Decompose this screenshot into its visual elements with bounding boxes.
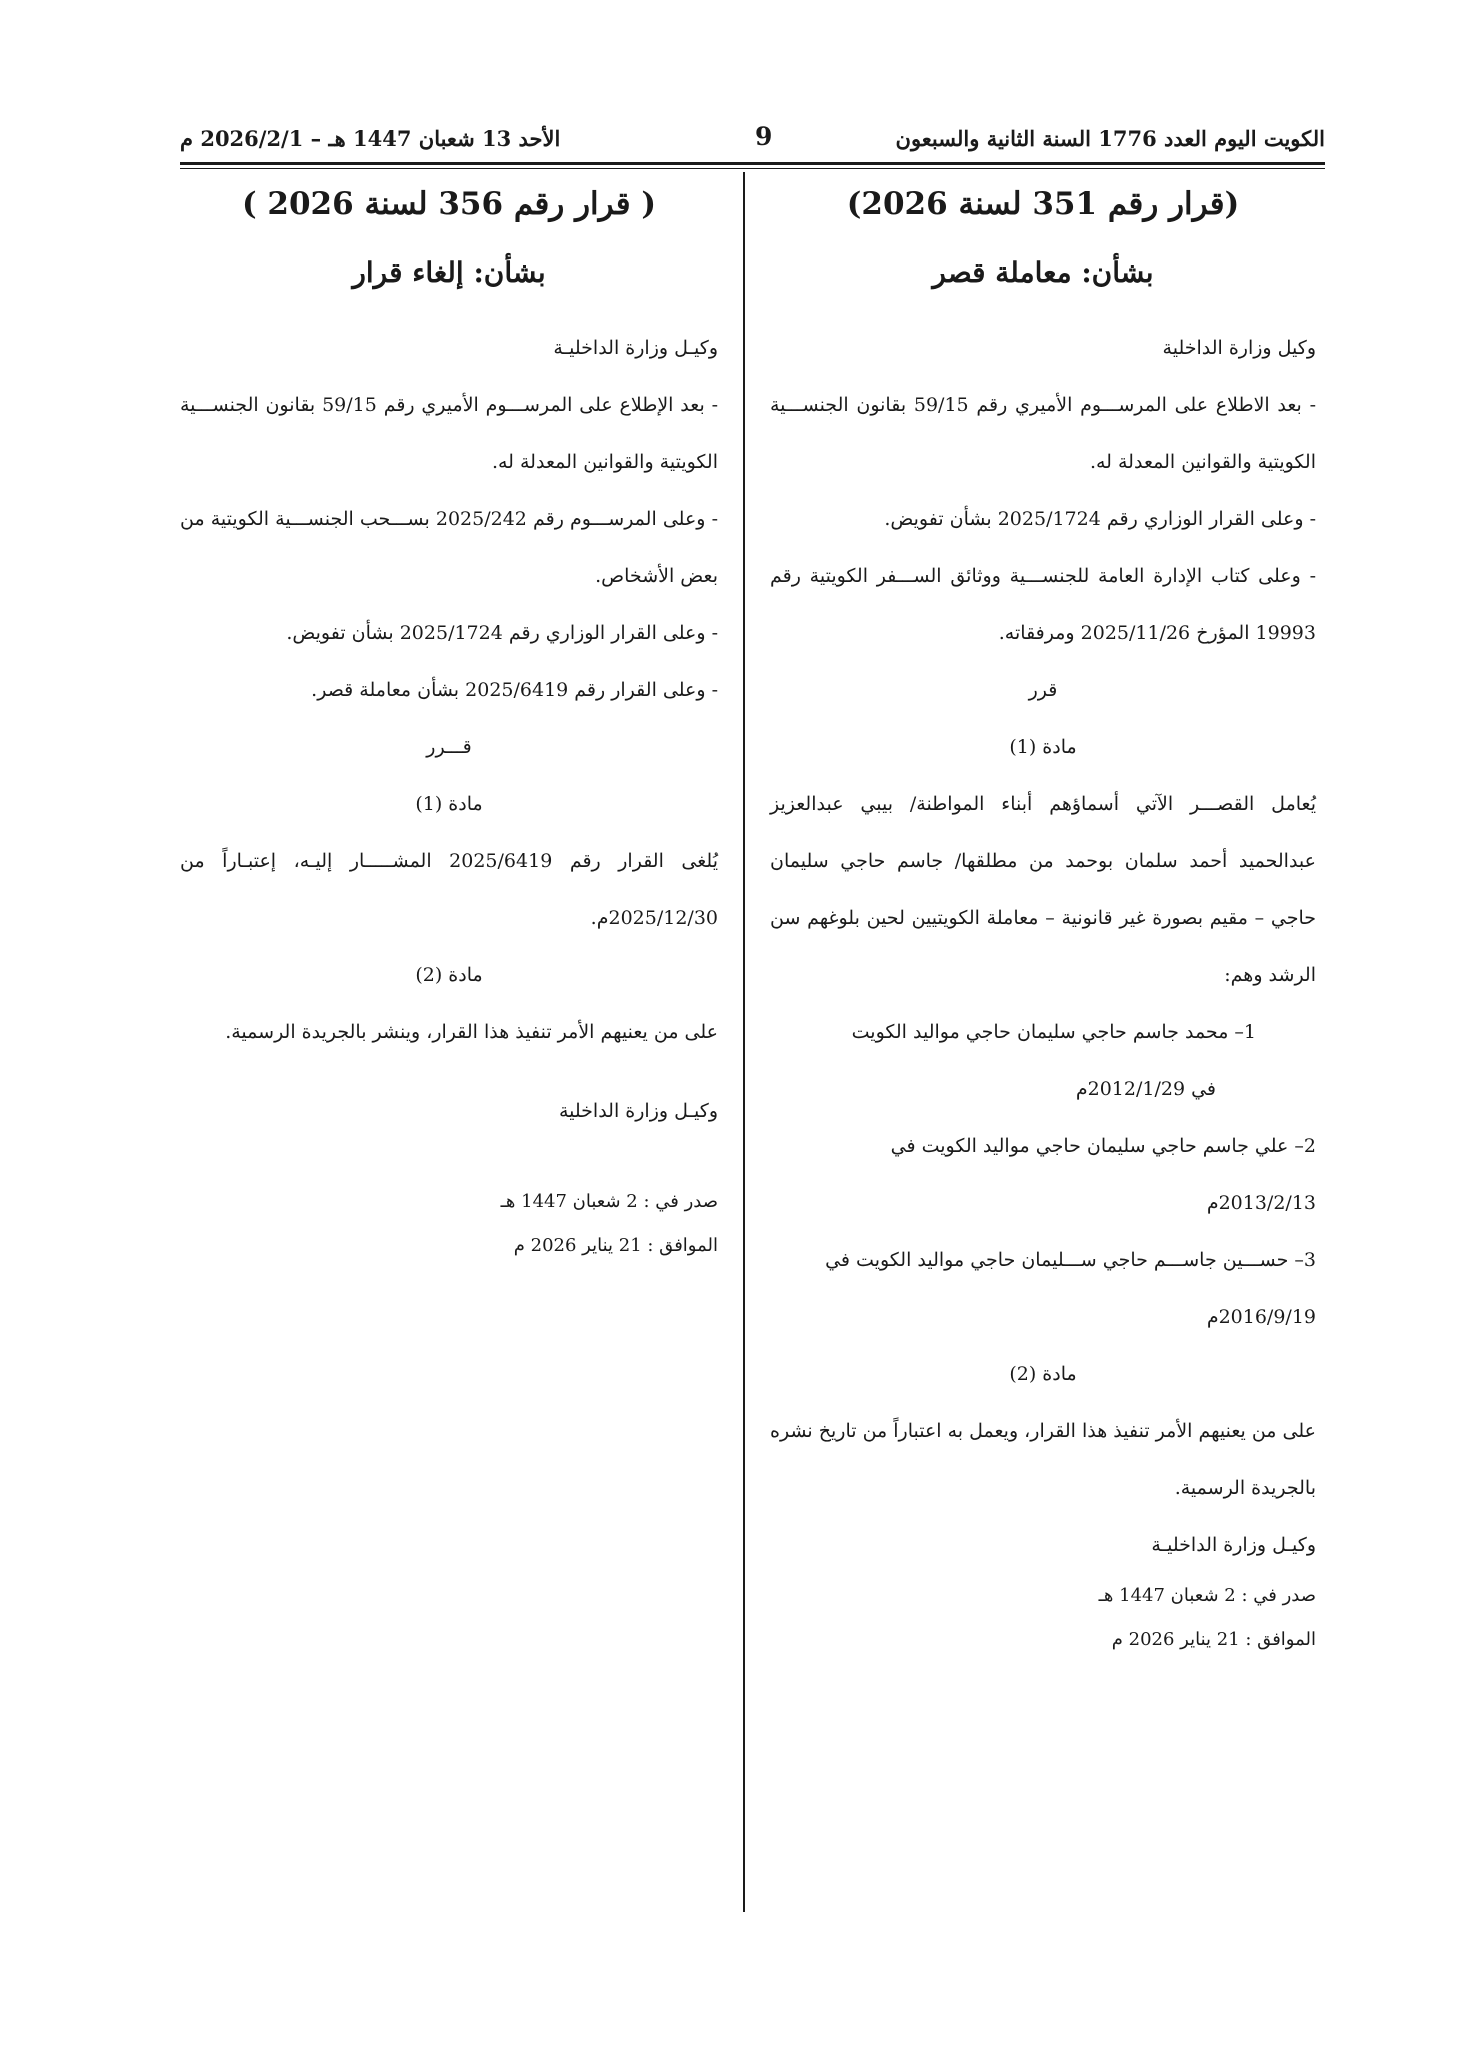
preamble-paragraph: - وعلى القرار رقم 2025/6419 بشأن معاملة قصر.	[311, 679, 718, 701]
header-rule-thick	[180, 162, 1325, 165]
article-heading: مادة (2)	[415, 964, 483, 986]
page-number: 9	[755, 122, 773, 151]
list-item: 2– علي جاسم حاجي سليمان حاجي مواليد الكويت في	[890, 1135, 1316, 1157]
article-text: على من يعنيهم الأمر تنفيذ هذا القرار، ويعمل به اعتباراً من تاريخ نشره بالجريدة الرسمية.	[770, 1420, 1316, 1499]
header-date: الأحد 13 شعبان 1447 هـ – 2026/2/1 م	[180, 126, 561, 151]
preamble-paragraph: - وعلى القرار الوزاري رقم 2025/1724 بشأن تفويض.	[884, 508, 1316, 530]
decision-351-column	[770, 180, 1316, 1662]
signature-line: وكيـل وزارة الداخلية	[558, 1100, 718, 1122]
issue-date-hijri: صدر في : 2 شعبان 1447 هـ	[500, 1191, 718, 1212]
preamble-paragraph: - وعلى القرار الوزاري رقم 2025/1724 بشأن تفويض.	[286, 622, 718, 644]
preamble-paragraph: - بعد الاطلاع على المرســـوم الأميري رقم 59/15 بقانون الجنســـية الكويتية والقوانين المعدلة له.	[770, 394, 1317, 473]
decided-heading: قـــرر	[426, 736, 472, 758]
column-divider	[743, 172, 745, 1912]
decision-title: (قرار رقم 351 لسنة 2026)	[846, 186, 1240, 222]
spacer	[180, 1140, 718, 1180]
decision-title: ( قرار رقم 356 لسنة 2026 )	[241, 186, 657, 222]
decision-356-column	[180, 180, 718, 1268]
article-heading: مادة (1)	[1009, 736, 1077, 758]
header-rule-thin	[180, 168, 1325, 169]
list-item-date: في 2012/1/29م	[1075, 1078, 1216, 1100]
decision-subject: بشأن: معاملة قصر	[932, 256, 1154, 289]
article-text: على من يعنيهم الأمر تنفيذ هذا القرار، وينشر بالجريدة الرسمية.	[225, 1021, 718, 1043]
issue-date-gregorian: الموافق : 21 يناير 2026 م	[1111, 1629, 1316, 1650]
decision-subject: بشأن: إلغاء قرار	[352, 256, 546, 289]
issue-date-hijri: صدر في : 2 شعبان 1447 هـ	[1098, 1585, 1316, 1606]
article-heading: مادة (2)	[1009, 1363, 1077, 1385]
header-publication-info: الكويت اليوم العدد 1776 السنة الثانية والسبعون	[895, 126, 1325, 151]
list-item: 1– محمد جاسم حاجي سليمان حاجي مواليد الكويت	[851, 1021, 1256, 1043]
issue-date-gregorian: الموافق : 21 يناير 2026 م	[513, 1235, 718, 1256]
list-item: 3– حســـين جاســـم حاجي ســـليمان حاجي مواليد الكويت في	[825, 1249, 1316, 1271]
preamble-paragraph: - بعد الإطلاع على المرســـوم الأميري رقم 59/15 بقانون الجنســـية الكويتية والقوانين المعدلة له.	[180, 394, 718, 473]
article-heading: مادة (1)	[415, 793, 483, 815]
issuer-line: وكيل وزارة الداخلية	[1162, 337, 1316, 359]
spacer	[180, 1061, 718, 1083]
decided-heading: قرر	[1028, 679, 1058, 701]
signature-line: وكيـل وزارة الداخليـة	[1151, 1534, 1316, 1556]
article-text: يُلغى القرار رقم 2025/6419 المشـــــار إليـه، إعتبـاراً من 2025/12/30م.	[180, 850, 718, 929]
list-item-date: 2013/2/13م	[1206, 1192, 1316, 1214]
list-item-date: 2016/9/19م	[1206, 1306, 1316, 1328]
preamble-paragraph: - وعلى كتاب الإدارة العامة للجنســـية ووثائق الســـفر الكويتية رقم 19993 المؤرخ 2025/11/26 ومرفقاته.	[770, 565, 1316, 644]
issuer-line: وكيـل وزارة الداخليـة	[553, 337, 718, 359]
preamble-paragraph: - وعلى المرســـوم رقم 2025/242 بســـحب الجنســـية الكويتية من بعض الأشخاص.	[180, 508, 718, 587]
page-header	[180, 118, 1325, 158]
article-text: يُعامل القصـــر الآتي أسماؤهم أبناء المواطنة/ بيبي عبدالعزيز عبدالحميد أحمد سلمان بوحمد من مطلقها/ جاسم حاجي سليمان حاجي – مقيم بصورة غير قانونية – معاملة الكويتيين لحين بلوغهم سن الرشد وهم:	[770, 793, 1316, 986]
